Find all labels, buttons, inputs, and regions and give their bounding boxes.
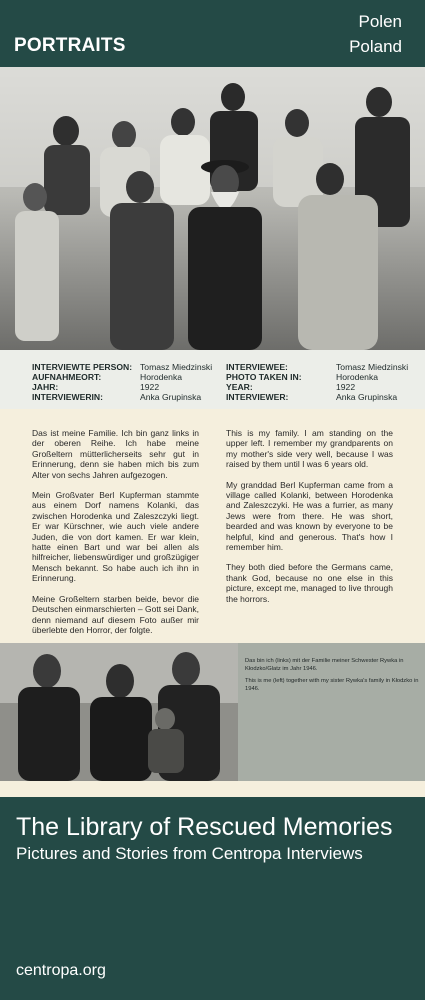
meta-value: Horodenka [140, 372, 183, 382]
meta-value: Anka Grupinska [336, 392, 398, 402]
sister-family-photo [0, 643, 238, 781]
section-title: PORTRAITS [14, 35, 126, 56]
website-link[interactable]: centropa.org [16, 962, 106, 979]
photo-metadata [0, 350, 425, 409]
meta-key: INTERVIEWERIN: [32, 392, 103, 402]
footer-banner [0, 797, 425, 1000]
story-paragraph: They both died before the Germans came, thank God, because no one else in this picture, except me, managed to live through the horrors. [226, 562, 393, 604]
country-label-en: Poland [349, 37, 402, 56]
caption-german: Das bin ich (links) mit der Familie meiner Schwester Rywka in Kłodzko/Glatz im Jahr 1946. [245, 658, 404, 672]
meta-value: Horodenka [336, 372, 379, 382]
divider-strip [0, 781, 425, 797]
story-section [0, 409, 425, 643]
meta-value: 1922 [336, 382, 356, 392]
meta-key: PHOTO TAKEN IN: [226, 372, 302, 382]
library-subtitle: Pictures and Stories from Centropa Interviews [16, 844, 363, 863]
second-photo-block [0, 643, 425, 781]
story-paragraph: This is my family. I am standing on the upper left. I remember my grandparents on my mother's side very well, because I was raised by them until I was 6 years old. [226, 428, 393, 470]
story-paragraph: Das ist meine Familie. Ich bin ganz links in der oberen Reihe. Ich habe meine Großeltern mütterlicherseits sehr gut in Erinnerung, denn sie haben mich bis zum Alter von sechs Jahren aufgezogen. [32, 428, 199, 480]
caption-english: This is me (left) together with my sister Rywka's family in Kłodzko in 1946. [245, 678, 419, 692]
meta-key: INTERVIEWEE: [226, 362, 288, 372]
meta-key: INTERVIEWTE PERSON: [32, 362, 133, 372]
meta-key: INTERVIEWER: [226, 392, 289, 402]
meta-value: 1922 [140, 382, 160, 392]
story-english [226, 428, 393, 614]
story-paragraph: My granddad Berl Kupferman came from a village called Kolanki, between Horodenka and Zaleszczyki. He was a furrier, as many Jews were from there. He was short, bearded and was known by everyone to be helpful, kind and generous. That's how I remember him. [226, 479, 393, 553]
meta-value: Anka Grupinska [140, 392, 202, 402]
story-german [32, 428, 199, 645]
story-paragraph: Meine Großeltern starben beide, bevor die Deutschen einmarschierten – Gott sei Dank, denn niemand auf diesem Foto außer mir überlebte den Horror, der folgte. [32, 593, 199, 635]
second-photo-caption [245, 657, 419, 697]
country-label-de: Polen [358, 12, 402, 31]
meta-value: Tomasz Miedzinski [336, 362, 409, 372]
meta-value: Tomasz Miedzinski [140, 362, 213, 372]
library-title: The Library of Rescued Memories [16, 813, 393, 841]
story-paragraph: Mein Großvater Berl Kupferman stammte aus einem Dorf namens Kolanki, das zwischen Horodenka und Zaleszczyki liegt. Er war Kürschner, wie auch viele andere Juden, die von dort kamen. Er war klein, hatte einen Bart und war bei allen als hilfreicher, liebenswürdiger und großzügiger Mensch bekannt. So habe auch ich ihn in Erinnerung. [32, 490, 199, 584]
meta-key: AUFNAHMEORT: [32, 372, 102, 382]
meta-key: JAHR: [32, 382, 59, 392]
header-bar [0, 0, 425, 67]
family-photo [0, 67, 425, 350]
meta-key: YEAR: [226, 382, 253, 392]
